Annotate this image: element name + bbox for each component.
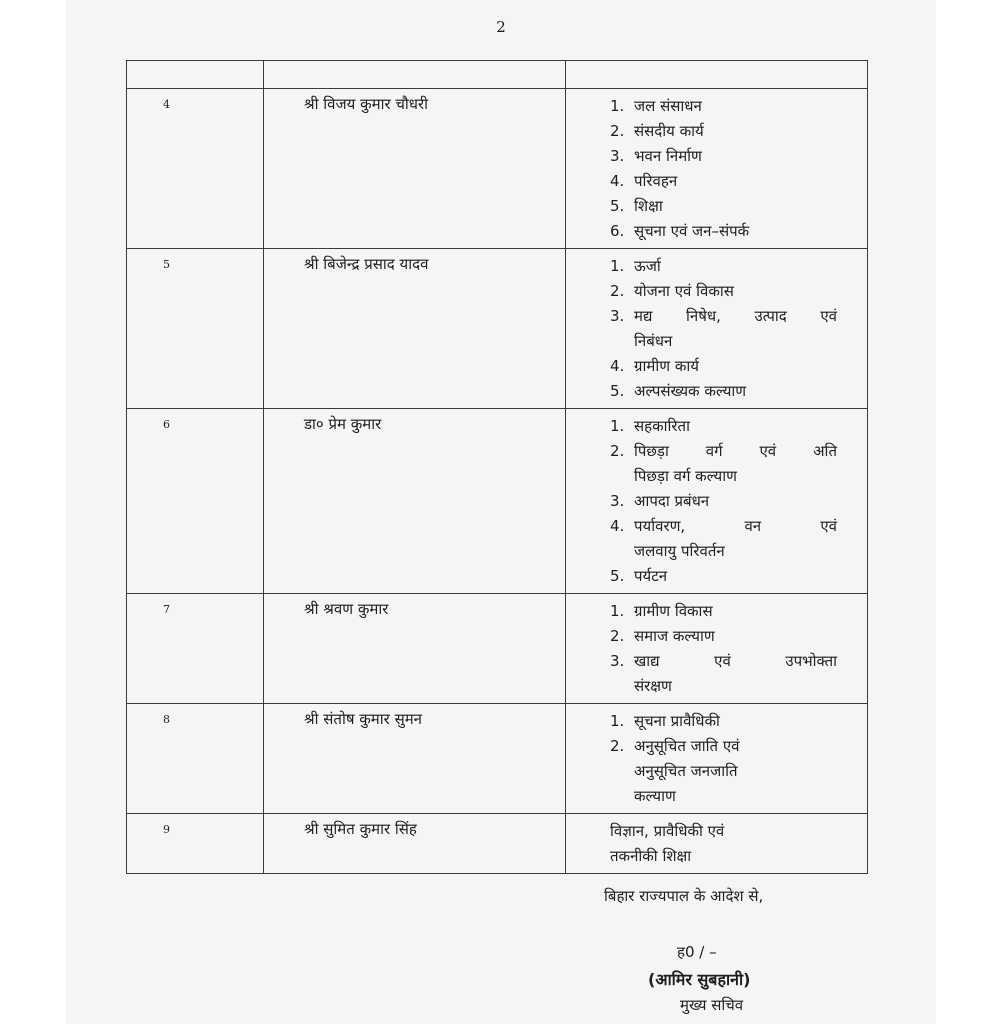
- department-list: [566, 409, 867, 593]
- list-item-continued: अनुसूचित जनजाति: [634, 762, 738, 780]
- signatory-designation: मुख्य सचिव: [680, 996, 744, 1014]
- minister-name: श्री संतोष कुमार सुमन: [264, 704, 566, 813]
- list-item: 2. समाज कल्याण: [610, 627, 715, 645]
- table-row: [127, 408, 867, 593]
- serial-number: 9: [127, 814, 264, 873]
- list-item: 2. पिछड़ा वर्ग एवं अति: [610, 442, 837, 460]
- list-item-continued: जलवायु परिवर्तन: [634, 542, 725, 560]
- list-item: 5. पर्यटन: [610, 567, 668, 585]
- serial-number: 4: [127, 89, 264, 248]
- list-item: 4. पर्यावरण, वन एवं: [610, 517, 837, 535]
- list-item: 1. ऊर्जा: [610, 257, 661, 275]
- list-item: 5. शिक्षा: [610, 197, 663, 215]
- list-item: 6. सूचना एवं जन–संपर्क: [610, 222, 750, 240]
- minister-name: डा० प्रेम कुमार: [264, 409, 566, 593]
- table-row: [127, 813, 867, 873]
- serial-number: 5: [127, 249, 264, 408]
- list-item: 2. अनुसूचित जाति एवं: [610, 737, 740, 755]
- minister-name: श्री श्रवण कुमार: [264, 594, 566, 703]
- list-item: 3. मद्य निषेध, उत्पाद एवं: [610, 307, 837, 325]
- list-item: 4. परिवहन: [610, 172, 678, 190]
- department-list: [566, 249, 867, 408]
- table-row: [127, 248, 867, 408]
- order-line: बिहार राज्यपाल के आदेश से,: [604, 887, 764, 905]
- list-item-continued: संरक्षण: [634, 677, 672, 695]
- list-item-continued: निबंधन: [634, 332, 673, 350]
- minister-name: श्री विजय कुमार चौधरी: [264, 89, 566, 248]
- minister-name: श्री सुमित कुमार सिंह: [264, 814, 566, 873]
- table-row: [127, 88, 867, 248]
- ministers-departments-table: [126, 60, 868, 874]
- department-text: विज्ञान, प्रावैधिकी एवं तकनीकी शिक्षा: [610, 822, 725, 865]
- serial-number: 8: [127, 704, 264, 813]
- page-number: 2: [496, 18, 506, 36]
- list-item: 5. अल्पसंख्यक कल्याण: [610, 382, 747, 400]
- department-list: [566, 594, 867, 703]
- list-item: 1. ग्रामीण विकास: [610, 602, 713, 620]
- table-row: [127, 703, 867, 813]
- minister-name: श्री बिजेन्द्र प्रसाद यादव: [264, 249, 566, 408]
- list-item: 2. संसदीय कार्य: [610, 122, 704, 140]
- list-item: 1. सूचना प्रावैधिकी: [610, 712, 720, 730]
- department-list: [566, 704, 867, 813]
- list-item: 3. भवन निर्माण: [610, 147, 702, 165]
- list-item: 1. जल संसाधन: [610, 97, 702, 115]
- department-list: [566, 89, 867, 248]
- serial-number: 7: [127, 594, 264, 703]
- list-item-continued: पिछड़ा वर्ग कल्याण: [634, 467, 737, 485]
- list-item: 2. योजना एवं विकास: [610, 282, 734, 300]
- signed-mark: ह0 / –: [677, 943, 717, 961]
- list-item: 3. आपदा प्रबंधन: [610, 492, 710, 510]
- list-item: 3. खाद्य एवं उपभोक्ता: [610, 652, 837, 670]
- table-header-row: [127, 61, 867, 88]
- list-item: 1. सहकारिता: [610, 417, 690, 435]
- table-row: [127, 593, 867, 703]
- serial-number: 6: [127, 409, 264, 593]
- signatory-name: (आमिर सुबहानी): [648, 970, 751, 989]
- list-item-continued: कल्याण: [634, 787, 676, 805]
- list-item: 4. ग्रामीण कार्य: [610, 357, 699, 375]
